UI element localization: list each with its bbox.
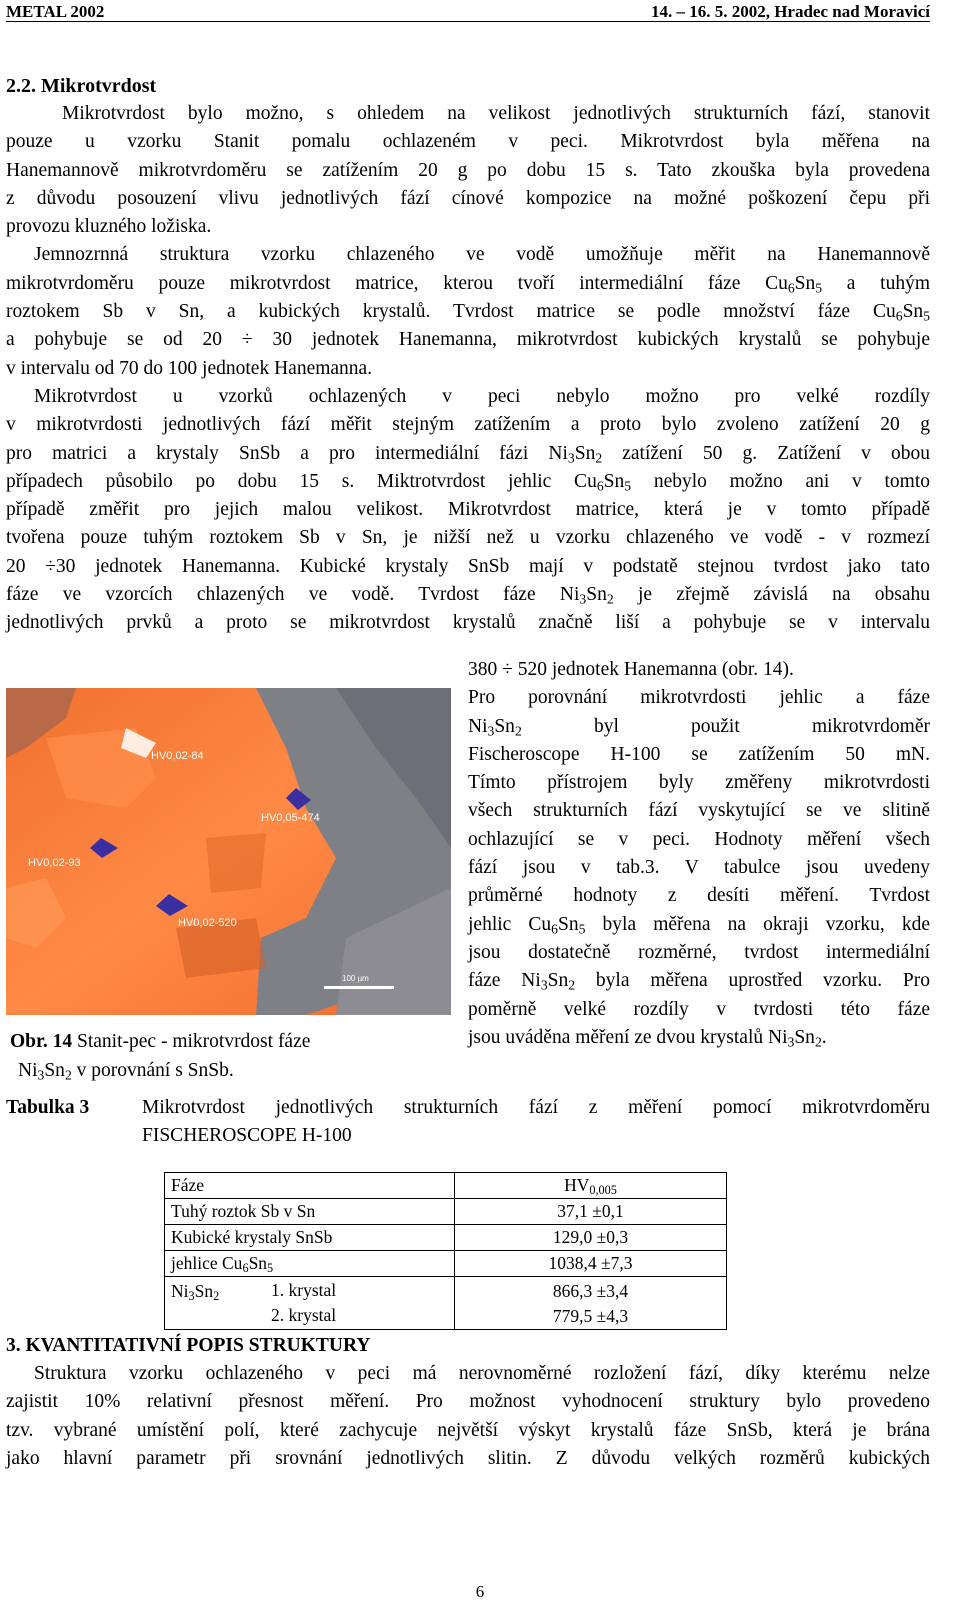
text-line: pouze u vzorku Stanit pomalu ochlazeném v peci. Mikrotvrdost byla měřena na (6, 131, 930, 153)
table-row (165, 1225, 727, 1251)
text-line: zajistit 10% relativní přesnost měření. Pro možnost vyhodnocení struktury bylo provedeno (6, 1391, 930, 1413)
micrograph-image (6, 688, 451, 1015)
text-line: tvořena pouze tuhým roztokem Sb v Sn, je nižší než u vzorku chlazeného ve vodě - v rozmezí (6, 527, 930, 549)
text-line: fáze ve vzorcích chlazených ve vodě. Tvrdost fáze $Ni_3Sn_2$ je zřejmě závislá na obsahu (6, 584, 930, 607)
text-line: Pro porovnání mikrotvrdosti jehlic a fáze (468, 687, 930, 709)
text-line: a pohybuje se od 20 ÷ 30 jednotek Hanemanna, mikrotvrdost kubických krystalů se pohybuje (6, 329, 930, 351)
text-line: jednotlivých prvků a proto se mikrotvrdost krystalů značně liší a pohybuje se v intervalu (6, 612, 930, 634)
crystal-labels (271, 1278, 336, 1328)
table-cell-value (455, 1277, 727, 1330)
table-caption-label: Tabulka 3 (6, 1097, 90, 1118)
text-line: jsou uváděna měření ze dvou krystalů $Ni_3Sn_2$. (468, 1026, 827, 1050)
table-cell-phase: Tuhý roztok Sb v Sn (165, 1199, 455, 1225)
text-line: Hanemannově mikrotvrdoměru se zatížením 20 g po dobu 15 s. Tato zkouška byla provedena (6, 159, 930, 181)
micrograph-figure (6, 688, 451, 1015)
text-line: provozu kluzného ložiska. (6, 216, 212, 238)
text-line: Mikrotvrdost jednotlivých strukturních fází z měření pomocí mikrotvrdoměru (142, 1097, 930, 1118)
caption-line-2: $Ni_3Sn_2$ v porovnání s SnSb. (18, 1060, 234, 1083)
text-line: poměrně velké rozdíly v tvrdosti této fáze (468, 998, 930, 1020)
crystal-label: 2. krystal (271, 1305, 337, 1325)
table-header-row (165, 1173, 727, 1199)
header-date-place: 14. – 16. 5. 2002, Hradec nad Moravicí (650, 2, 930, 21)
table-cell-phase (165, 1277, 455, 1330)
indent-label: HV0,02-93 (28, 857, 81, 869)
table-3 (164, 1172, 727, 1330)
text-line: fází jsou v tab.3. V tabulce jsou uvedeny (468, 857, 930, 879)
text-line: jako hlavní parametr při srovnání jednotlivých slitin. Z důvodu velkých rozměrů kubických (6, 1447, 930, 1469)
text-line: ochlazující se v peci. Hodnoty měření všech (468, 828, 930, 850)
text-line: Jemnozrnná struktura vzorku chlazeného ve vodě umožňuje měřit na Hanemannově (34, 244, 930, 266)
header-rule (6, 21, 930, 22)
table-value: 779,5 ±4,3 (552, 1306, 629, 1326)
text-line: Mikrotvrdost bylo možno, s ohledem na velikost jednotlivých strukturních fází, stanovit (62, 103, 930, 124)
text-line: případech působilo po dobu 15 s. Miktrotvrdost jehlic $Cu_6Sn_5$ nebylo možno ani v tomto (6, 470, 930, 494)
text-line: $Ni_3Sn_2$ byl použit mikrotvrdoměr (468, 715, 930, 738)
table-cell-value: 1038,4 ±7,3 (455, 1251, 727, 1277)
crystal-label: 1. krystal (271, 1280, 337, 1300)
indent-label: HV0,02-84 (151, 750, 204, 762)
indent-label: HV0,05-474 (261, 812, 320, 824)
text-line: z důvodu posouzení vlivu jednotlivých fází cínové kompozice na možné poškození čepu při (6, 187, 930, 209)
table-header-phase: Fáze (165, 1173, 455, 1199)
caption-label: Obr. 14 (10, 1031, 73, 1052)
text-line: pro matrici a krystaly SnSb a pro intermediální fázi $Ni_3Sn_2$ zatížení 50 g. Zatížení v obou (6, 442, 930, 465)
text-line: tzv. vybrané umístění polí, které zachycuje největší výskyt krystalů fáze SnSb, která je brána (6, 1419, 930, 1441)
table-cell-phase: Kubické krystaly SnSb (165, 1225, 455, 1251)
text-line: Tímto přístrojem byly změřeny mikrotvrdosti (468, 772, 930, 794)
scale-bar-label: 100 µm (342, 974, 369, 983)
table-value: 866,3 ±3,4 (552, 1281, 629, 1301)
text-line: v mikrotvrdosti jednotlivých fází měřit stejným zatížením a proto bylo zvoleno zatížení 20 g (6, 414, 930, 436)
section-2-2-body (6, 100, 930, 638)
right-column-text (468, 656, 930, 1052)
section-heading: 3. KVANTITATIVNÍ POPIS STRUKTURY (6, 1335, 371, 1356)
text-line: roztokem Sb v Sn, a kubických krystalů. Tvrdost matrice se podle množství fáze $Cu_6Sn_5$ (6, 301, 930, 324)
text-line: průměrné hodnoty z desíti měření. Tvrdost (468, 885, 930, 907)
text-line: fáze $Ni_3Sn_2$ byla měřena uprostřed vzorku. Pro (468, 970, 930, 993)
figure-caption (10, 1027, 430, 1085)
header-conference: METAL 2002 (6, 2, 105, 21)
text-line: všech strukturních fází vyskytující se ve slitině (468, 800, 930, 822)
table-cell-value: 129,0 ±0,3 (455, 1225, 727, 1251)
text-line: Mikrotvrdost u vzorků ochlazených v peci nebylo možno pro velké rozdíly (34, 385, 930, 407)
text-line: FISCHEROSCOPE H-100 (142, 1125, 352, 1146)
table-cell-value: 37,1 ±0,1 (455, 1199, 727, 1225)
scale-bar (324, 986, 394, 989)
text-line: mikrotvrdoměru pouze mikrotvrdost matrice, kterou tvoří intermediální fáze $Cu_6Sn_5$ a tuhým (6, 272, 930, 296)
phase-name: $Ni_3Sn_2$ (171, 1281, 220, 1304)
text-line: Struktura vzorku ochlazeného v peci má nerovnoměrné rozložení fází, díky kterému nelze (34, 1363, 930, 1384)
table-row (165, 1199, 727, 1225)
text-line: 20 ÷30 jednotek Hanemanna. Kubické krystaly SnSb mají v podstatě stejnou tvrdost jako tato (6, 555, 930, 577)
table-cell-phase: jehlice $Cu_6Sn_5$ (165, 1251, 455, 1277)
text-line: jsou dostatečně rozměrné, tvrdost intermediální (468, 941, 930, 963)
caption-text: Stanit-pec - mikrotvrdost fáze (72, 1031, 311, 1052)
table-caption-text (142, 1094, 930, 1150)
table-row (165, 1277, 727, 1330)
section-heading: 2.2. Mikrotvrdost (6, 75, 157, 97)
table-row (165, 1251, 727, 1277)
text-line: případě změřit pro jejich malou velikost. Mikrotvrdost matrice, která je v tomto případě (6, 499, 930, 521)
text-line: 380 ÷ 520 jednotek Hanemanna (obr. 14). (468, 659, 794, 680)
text-line: jehlic $Cu_6Sn_5$ byla měřena na okraji vzorku, kde (468, 913, 930, 937)
text-line: v intervalu od 70 do 100 jednotek Hanemanna. (6, 357, 373, 379)
indent-label: HV0,02-520 (178, 917, 237, 929)
section-3-body (6, 1360, 930, 1473)
table-header-hv: $HV_{0,005}$ (455, 1173, 727, 1199)
page-number: 6 (475, 1582, 485, 1601)
text-line: Fischeroscope H-100 se zatížením 50 mN. (468, 743, 930, 765)
